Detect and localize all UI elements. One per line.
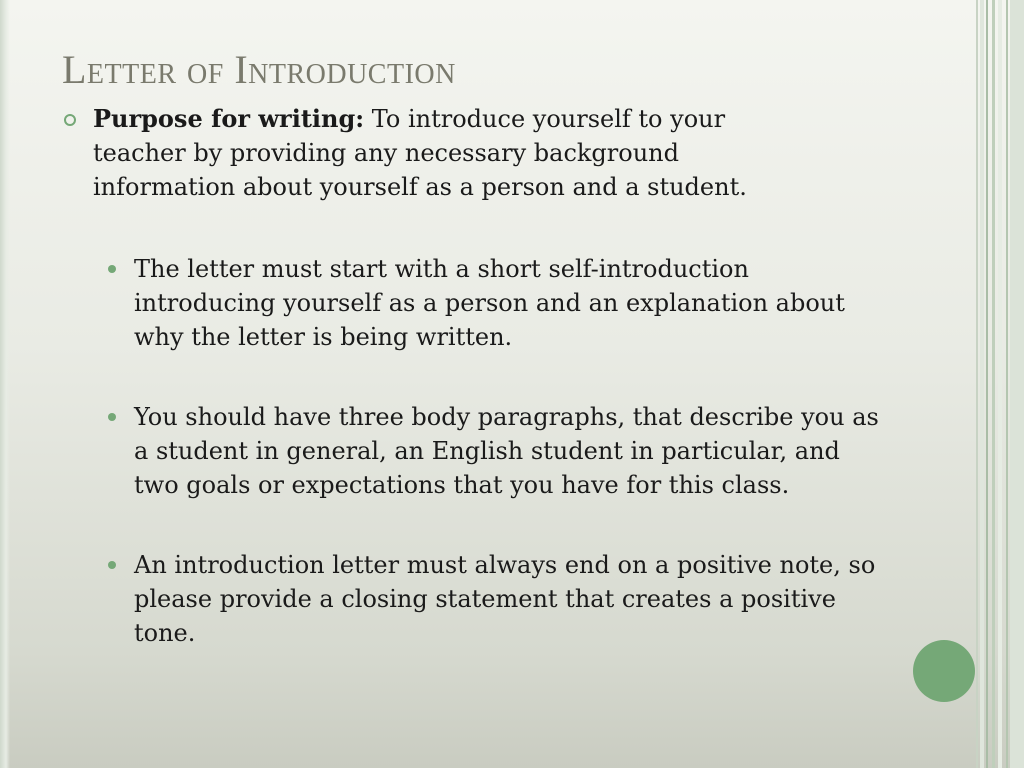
border-stripe xyxy=(980,0,984,768)
purpose-text xyxy=(93,102,820,204)
border-stripe xyxy=(992,0,995,768)
requirements-list xyxy=(100,252,880,650)
border-stripe xyxy=(976,0,978,768)
slide-title: Letter of Introduction xyxy=(62,47,456,92)
decorative-circle xyxy=(913,640,975,702)
border-stripe xyxy=(998,0,1002,768)
list-item xyxy=(100,548,880,650)
dot-bullet-icon xyxy=(108,561,116,569)
purpose-label: Purpose for writing: xyxy=(93,104,365,133)
list-item-text: The letter must start with a short self-introduction introducing yourself as a person and an explanation about why the letter is being written. xyxy=(134,255,845,351)
purpose-body: To introduce yourself to your teacher by providing any necessary background information about yourself as a person and a student. xyxy=(93,105,747,201)
list-item xyxy=(100,252,880,354)
ring-bullet-icon xyxy=(64,114,76,126)
dot-bullet-icon xyxy=(108,265,116,273)
list-item xyxy=(100,400,880,502)
border-stripe xyxy=(1010,0,1024,768)
slide-left-edge xyxy=(0,0,10,768)
border-stripe xyxy=(1006,0,1008,768)
list-item-text: An introduction letter must always end on a positive note, so please provide a closing statement that creates a positive tone. xyxy=(134,551,876,647)
purpose-paragraph xyxy=(60,102,820,204)
slide-right-border xyxy=(976,0,1024,768)
list-item-text: You should have three body paragraphs, that describe you as a student in general, an English student in particular, and two goals or expectations that you have for this class. xyxy=(134,403,879,499)
border-stripe xyxy=(986,0,988,768)
dot-bullet-icon xyxy=(108,413,116,421)
